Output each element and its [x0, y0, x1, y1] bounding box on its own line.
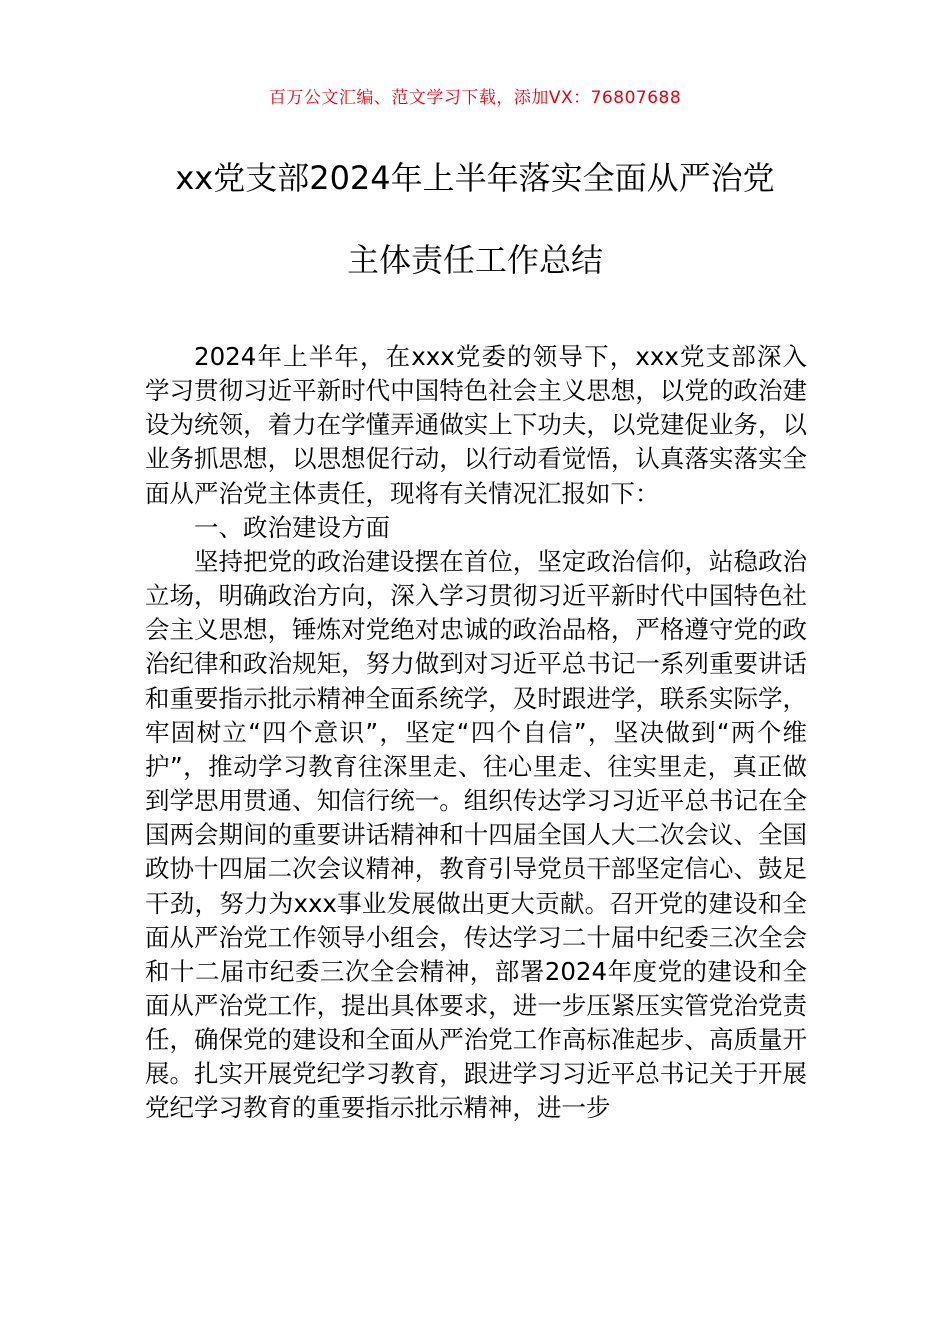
document-title [120, 155, 830, 283]
title-line-2: 主体责任工作总结 [346, 241, 603, 279]
document-body [145, 340, 807, 1126]
section-heading: 一、政治建设方面 [194, 512, 390, 542]
title-line-1: xx党支部2024年上半年落实全面从严治党 [175, 159, 775, 197]
intro-paragraph: 2024年上半年，在xxx党委的领导下，xxx党支部深入学习贯彻习近平新时代中国特色社会主义思想，以党的政治建设为统领，着力在学懂弄通做实上下功夫，以党建促业务，以业务抓思想，以思想促行动，以行动看觉悟，认真落实落实全面从严治党主体责任，现将有关情况汇报如下： [145, 342, 807, 508]
body-paragraph: 坚持把党的政治建设摆在首位，坚定政治信仰，站稳政治立场，明确政治方向，深入学习贯彻习近平新时代中国特色社会主义思想，锤炼对党绝对忠诚的政治品格，严格遵守党的政治纪律和政治规矩，努力做到对习近平总书记一系列重要讲话和重要指示批示精神全面系统学，及时跟进学，联系实际学，牢固树立“四个意识”，坚定“四个自信”，坚决做到“两个维护”，推动学习教育往深里走、往心里走、往实里走，真正做到学思用贯通、知信行统一。组织传达学习习近平总书记在全国两会期间的重要讲话精神和十四届全国人大二次会议、全国政协十四届二次会议精神，教育引导党员干部坚定信心、鼓足干劲，努力为xxx事业发展做出更大贡献。召开党的建设和全面从严治党工作领导小组会，传达学习二十届中纪委三次全会和十二届市纪委三次全会精神，部署2024年度党的建设和全面从严治党工作，提出具体要求，进一步压紧压实管党治党责任，确保党的建设和全面从严治党工作高标准起步、高质量开展。扎实开展党纪学习教育，跟进学习习近平总书记关于开展党纪学习教育的重要指示批示精神，进一步 [145, 546, 807, 1123]
header-note: 百万公文汇编、范文学习下载，添加VX：76807688 [268, 88, 682, 108]
